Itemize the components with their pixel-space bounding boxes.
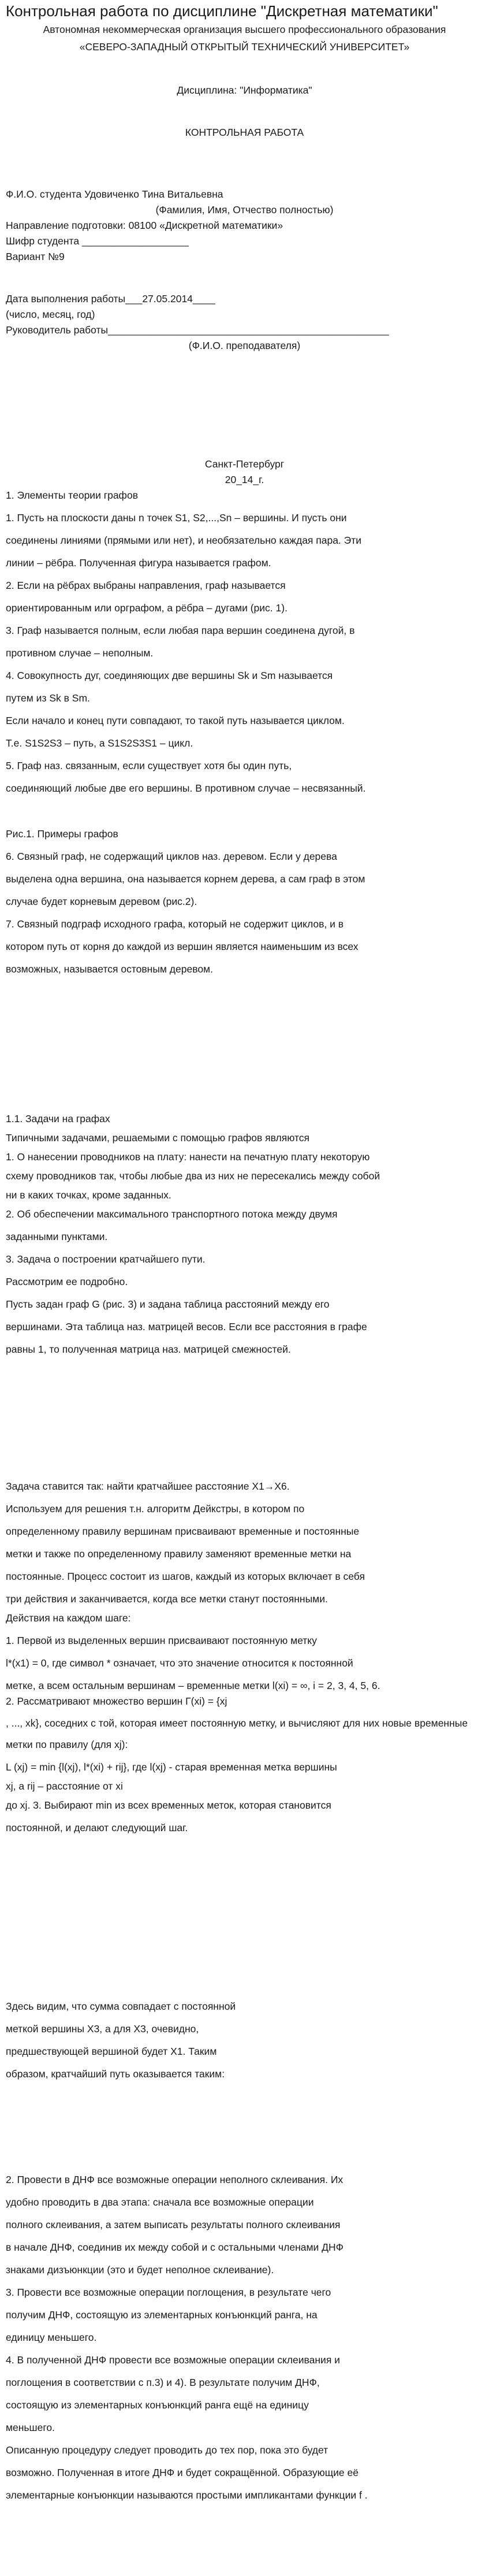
- paragraph-line: 7. Связный подграф исходного графа, который не содержит циклов, и в: [6, 918, 344, 930]
- paragraph-line: 2. Об обеспечении максимального транспортного потока между двумя: [6, 1208, 338, 1220]
- paragraph-line: знаками дизъюнкции (это и будет неполное склеивание).: [6, 2264, 274, 2276]
- paragraph-line: Используем для решения т.н. алгоритм Дейкстры, в котором по: [6, 1503, 305, 1515]
- paragraph-line: 6. Связный граф, не содержащий циклов наз. деревом. Если у дерева: [6, 851, 337, 862]
- paragraph-line: выделена одна вершина, она называется корнем дерева, а сам граф в этом: [6, 873, 365, 885]
- paragraph-line: xj, а rij – расстояние от xi: [6, 1780, 123, 1792]
- document-title: Контрольная работа по дисциплине "Дискретная математики": [6, 2, 438, 20]
- paragraph-line: соединены линиями (прямыми или нет), и необязательно каждая пара. Эти: [6, 534, 362, 546]
- paragraph-line: элементарные конъюнкции называются простыми импликантами функции f .: [6, 2489, 368, 2501]
- year-label: 20_14_г.: [225, 474, 264, 485]
- paragraph-line: единицу меньшего.: [6, 2332, 97, 2343]
- paragraph-line: котором путь от корня до каждой из вершин является наименьшим из всех: [6, 941, 359, 952]
- paragraph-line: противном случае – неполным.: [6, 647, 154, 659]
- paragraph-line: 2. Если на рёбрах выбраны направления, граф называется: [6, 580, 286, 591]
- supervisor-line: Руководитель работы__________________________________________________: [6, 324, 389, 336]
- city-label: Санкт-Петербург: [204, 458, 285, 470]
- paragraph-line: постоянные. Процесс состоит из шагов, каждый из которых включает в себя: [6, 1571, 365, 1582]
- paragraph-line: Т.е. S1S2S3 – путь, а S1S2S3S1 – цикл.: [6, 737, 193, 749]
- paragraph-line: три действия и заканчивается, когда все метки станут постоянными.: [6, 1593, 328, 1605]
- paragraph-line: ни в каких точках, кроме заданных.: [6, 1189, 171, 1201]
- paragraph-line: до xj. 3. Выбирают min из всех временных меток, которая становится: [6, 1799, 331, 1811]
- paragraph-line: Здесь видим, что сумма совпадает с постоянной: [6, 2000, 236, 2012]
- paragraph-line: 3. Задача о построении кратчайшего пути.: [6, 1253, 206, 1265]
- paragraph-line: 1. Первой из выделенных вершин присваивают постоянную метку: [6, 1635, 317, 1646]
- student-fio: Ф.И.О. студента Удовиченко Тина Витальевна: [6, 188, 223, 200]
- paragraph-line: постоянной, и делают следующий шаг.: [6, 1822, 188, 1833]
- paragraph-line: Рассмотрим ее подробно.: [6, 1276, 128, 1287]
- paragraph-line: ориентированным или орграфом, а рёбра – дугами (рис. 1).: [6, 602, 288, 614]
- paragraph-line: соединяющий любые две его вершины. В противном случае – несвязанный.: [6, 782, 366, 794]
- paragraph-line: меткой вершины X3, а для X3, очевидно,: [6, 2023, 199, 2035]
- paragraph-line: меньшего.: [6, 2422, 55, 2433]
- paragraph-line: путем из Sk в Sm.: [6, 692, 90, 704]
- paragraph-line: 3. Граф называется полным, если любая пара вершин соединена дугой, в: [6, 625, 355, 636]
- paragraph-line: Задача ставится так: найти кратчайшее расстояние X1→X6.: [6, 1480, 290, 1492]
- paragraph-line: l*(x1) = 0, где символ * означает, что это значение относится к постоянной: [6, 1657, 353, 1669]
- paragraph-line: Описанную процедуру следует проводить до тех пор, пока это будет: [6, 2444, 329, 2456]
- paragraph-line: метки по правилу (для xj):: [6, 1739, 128, 1750]
- paragraph-line: Типичными задачами, решаемыми с помощью графов являются: [6, 1132, 309, 1144]
- paragraph-line: линии – рёбра. Полученная фигура называется графом.: [6, 557, 271, 569]
- paragraph-line: возможных, называется остовным деревом.: [6, 963, 213, 975]
- paragraph-line: схему проводников так, чтобы любые два из них не пересекались между собой: [6, 1170, 380, 1182]
- paragraph-line: Действия на каждом шаге:: [6, 1612, 131, 1624]
- section-1-heading: 1. Элементы теории графов: [6, 489, 138, 501]
- paragraph-line: возможно. Полученная в итоге ДНФ и будет сокращённой. Образующие её: [6, 2467, 359, 2478]
- organization-line-1: Автономная некоммерческая организация высшего профессионального образования: [43, 24, 446, 35]
- work-type-heading: КОНТРОЛЬНАЯ РАБОТА: [185, 127, 304, 138]
- variant-number: Вариант №9: [6, 251, 65, 262]
- paragraph-line: получим ДНФ, состоящую из элементарных конъюнкций ранга, на: [6, 2309, 318, 2321]
- paragraph-line: 4. В полученной ДНФ провести все возможные операции склеивания и: [6, 2354, 340, 2366]
- figure-1-caption: Рис.1. Примеры графов: [6, 828, 118, 840]
- paragraph-line: полного склеивания, а затем выписать результаты полного склеивания: [6, 2219, 341, 2230]
- paragraph-line: определенному правилу вершинам присваивают временные и постоянные: [6, 1525, 360, 1537]
- student-code: Шифр студента ___________________: [6, 235, 189, 247]
- paragraph-line: 1. Пусть на плоскости даны n точек S1, S2,...,Sn – вершины. И пусть они: [6, 512, 347, 524]
- organization-line-2: «СЕВЕРО-ЗАПАДНЫЙ ОТКРЫТЫЙ ТЕХНИЧЕСКИЙ УНИВЕРСИТЕТ»: [79, 41, 410, 53]
- paragraph-line: 4. Совокупность дуг, соединяющих две вершины Sk и Sm называется: [6, 670, 333, 681]
- paragraph-line: равны 1, то полученная матрица наз. матрицей смежностей.: [6, 1343, 291, 1355]
- paragraph-line: 2. Рассматривают множество вершин Г(xi) = {xj: [6, 1695, 227, 1707]
- paragraph-line: состоящую из элементарных конъюнкций ранга ещё на единицу: [6, 2399, 309, 2411]
- paragraph-line: метке, а всем остальным вершинам – временные метки l(xi) = ∞, i = 2, 3, 4, 5, 6.: [6, 1680, 380, 1691]
- paragraph-line: Пусть задан граф G (рис. 3) и задана таблица расстояний между его: [6, 1298, 330, 1310]
- paragraph-line: случае будет корневым деревом (рис.2).: [6, 896, 197, 907]
- paragraph-line: 3. Провести все возможные операции поглощения, в результате чего: [6, 2287, 331, 2298]
- student-fio-hint: (Фамилия, Имя, Отчество полностью): [155, 204, 334, 216]
- paragraph-line: Если начало и конец пути совпадают, то такой путь называется циклом.: [6, 715, 345, 726]
- discipline-label: Дисциплина: "Информатика": [177, 84, 312, 96]
- paragraph-line: , ..., xk}, соседних с той, которая имеет постоянную метку, и вычисляют для них новые временные: [6, 1717, 468, 1729]
- paragraph-line: 5. Граф наз. связанным, если существует хотя бы один путь,: [6, 760, 292, 771]
- paragraph-line: в начале ДНФ, соединив их между собой и с остальными членами ДНФ: [6, 2241, 344, 2253]
- completion-date-hint: (число, месяц, год): [6, 309, 95, 320]
- paragraph-line: заданными пунктами.: [6, 1231, 108, 1242]
- paragraph-line: 2. Провести в ДНФ все возможные операции неполного склеивания. Их: [6, 2174, 344, 2185]
- paragraph-line: метки и также по определенному правилу заменяют временные метки на: [6, 1548, 352, 1560]
- paragraph-line: предшествующей вершиной будет X1. Таким: [6, 2046, 217, 2057]
- training-direction: Направление подготовки: 08100 «Дискретной математики»: [6, 220, 283, 231]
- completion-date: Дата выполнения работы___27.05.2014____: [6, 293, 215, 305]
- paragraph-line: образом, кратчайший путь оказывается таким:: [6, 2068, 225, 2080]
- paragraph-line: вершинами. Эта таблица наз. матрицей весов. Если все расстояния в графе: [6, 1321, 367, 1332]
- section-1-1-heading: 1.1. Задачи на графах: [6, 1113, 110, 1124]
- supervisor-hint: (Ф.И.О. преподавателя): [188, 340, 301, 351]
- paragraph-line: L (xj) = min {l(xj), l*(xi) + rij}, где l(xj) - старая временная метка вершины: [6, 1761, 337, 1773]
- paragraph-line: удобно проводить в два этапа: сначала все возможные операции: [6, 2196, 314, 2208]
- paragraph-line: поглощения в соответствии с п.3) и 4). В результате получим ДНФ,: [6, 2377, 320, 2388]
- paragraph-line: 1. О нанесении проводников на плату: нанести на печатную плату некоторую: [6, 1151, 370, 1163]
